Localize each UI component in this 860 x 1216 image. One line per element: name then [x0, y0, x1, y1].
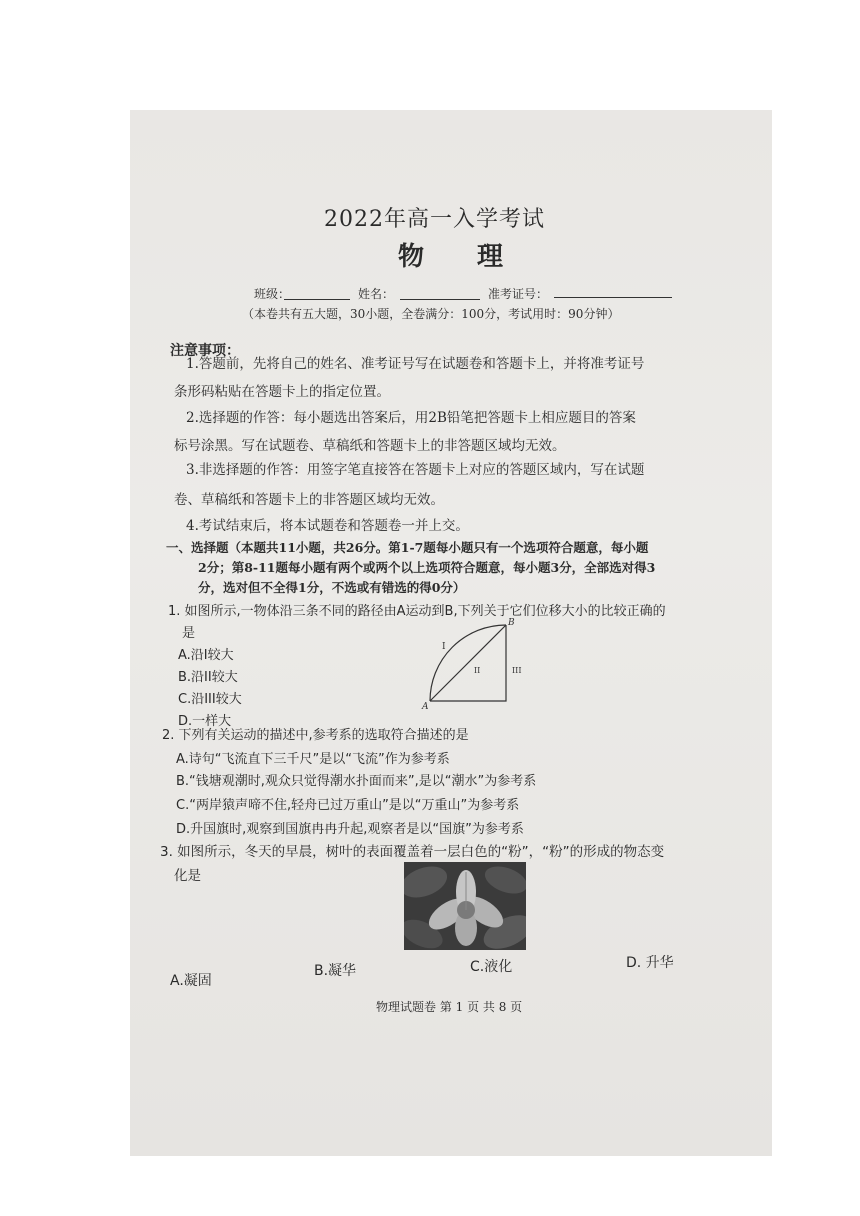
section-heading: 一、选择题（本题共11小题，共26分。第1-7题每小题只有一个选项符合题意，每小题 [166, 540, 649, 555]
q1-path-figure [420, 615, 524, 711]
frosted-leaf-image [404, 862, 526, 950]
class-label: 班级： [254, 287, 291, 301]
q1-stem-cont: 是 [182, 626, 196, 641]
point-a-label: A [422, 702, 429, 711]
class-blank [284, 299, 350, 300]
path-iii-label: III [512, 666, 522, 675]
q1-option-a: A.沿I较大 [178, 648, 234, 663]
exam-title: 2022年高一入学考试 [324, 207, 545, 232]
exam-id-label: 准考证号： [488, 287, 549, 301]
q3-stem-cont: 化是 [174, 868, 201, 884]
page-footer: 物理试题卷 第 1 页 共 8 页 [376, 1000, 523, 1014]
q3-option-d: D. 升华 [626, 955, 674, 971]
q3-stem: 3. 如图所示，冬天的早晨，树叶的表面覆盖着一层白色的“粉”，“粉”的形成的物态变 [160, 844, 665, 860]
note-line: 标号涂黑。写在试题卷、草稿纸和答题卡上的非答题区域均无效。 [174, 438, 566, 454]
note-line: 3.非选择题的作答：用签字笔直接答在答题卡上对应的答题区域内，写在试题 [186, 462, 645, 478]
path-ii [430, 625, 506, 701]
path-ii-label: II [474, 666, 481, 675]
note-line: 4.考试结束后，将本试题卷和答题卷一并上交。 [186, 518, 469, 534]
note-line: 2.选择题的作答：每小题选出答案后，用2B铅笔把答题卡上相应题目的答案 [186, 410, 636, 426]
q2-option-d: D.升国旗时,观察到国旗冉冉升起,观察者是以“国旗”为参考系 [176, 822, 524, 837]
q2-option-c: C.“两岸猿声啼不住,轻舟已过万重山”是以“万重山”为参考系 [176, 798, 520, 813]
subject-title: 物 理 [398, 242, 526, 272]
exam-info: （本卷共有五大题，30小题，全卷满分：100分，考试用时：90分钟） [242, 307, 620, 321]
section-heading-line3: 分，选对但不全得1分，不选或有错选的得0分） [198, 580, 466, 595]
q1-option-d: D.一样大 [178, 714, 232, 729]
q2-stem: 2. 下列有关运动的描述中,参考系的选取符合描述的是 [162, 728, 469, 743]
q3-option-a: A.凝固 [170, 973, 212, 989]
name-blank [400, 299, 480, 300]
q3-option-b: B.凝华 [314, 963, 357, 979]
q2-option-a: A.诗句“飞流直下三千尺”是以“飞流”作为参考系 [176, 752, 450, 767]
note-line: 卷、草稿纸和答题卡上的非答题区域均无效。 [174, 492, 444, 508]
note-line: 条形码粘贴在答题卡上的指定位置。 [174, 384, 390, 400]
q2-option-b: B.“钱塘观潮时,观众只觉得潮水扑面而来”,是以“潮水”为参考系 [176, 774, 537, 789]
q1-option-c: C.沿III较大 [178, 692, 242, 707]
exam-id-blank [554, 297, 672, 298]
exam-page [130, 110, 772, 1156]
q3-option-c: C.液化 [470, 959, 513, 975]
point-b-label: B [508, 618, 515, 628]
q1-stem: 1. 如图所示,一物体沿三条不同的路径由A运动到B,下列关于它们位移大小的比较正确的 [168, 604, 666, 619]
note-line: 1.答题前，先将自己的姓名、准考证号写在试题卷和答题卡上，并将准考证号 [186, 356, 645, 372]
section-heading-line2: 2分；第8-11题每小题有两个或两个以上选项符合题意，每小题3分，全部选对得3 [198, 560, 656, 575]
name-label: 姓名： [358, 287, 395, 301]
notes-heading: 注意事项： [170, 343, 240, 359]
path-i-label: I [442, 642, 446, 652]
q1-option-b: B.沿II较大 [178, 670, 238, 685]
